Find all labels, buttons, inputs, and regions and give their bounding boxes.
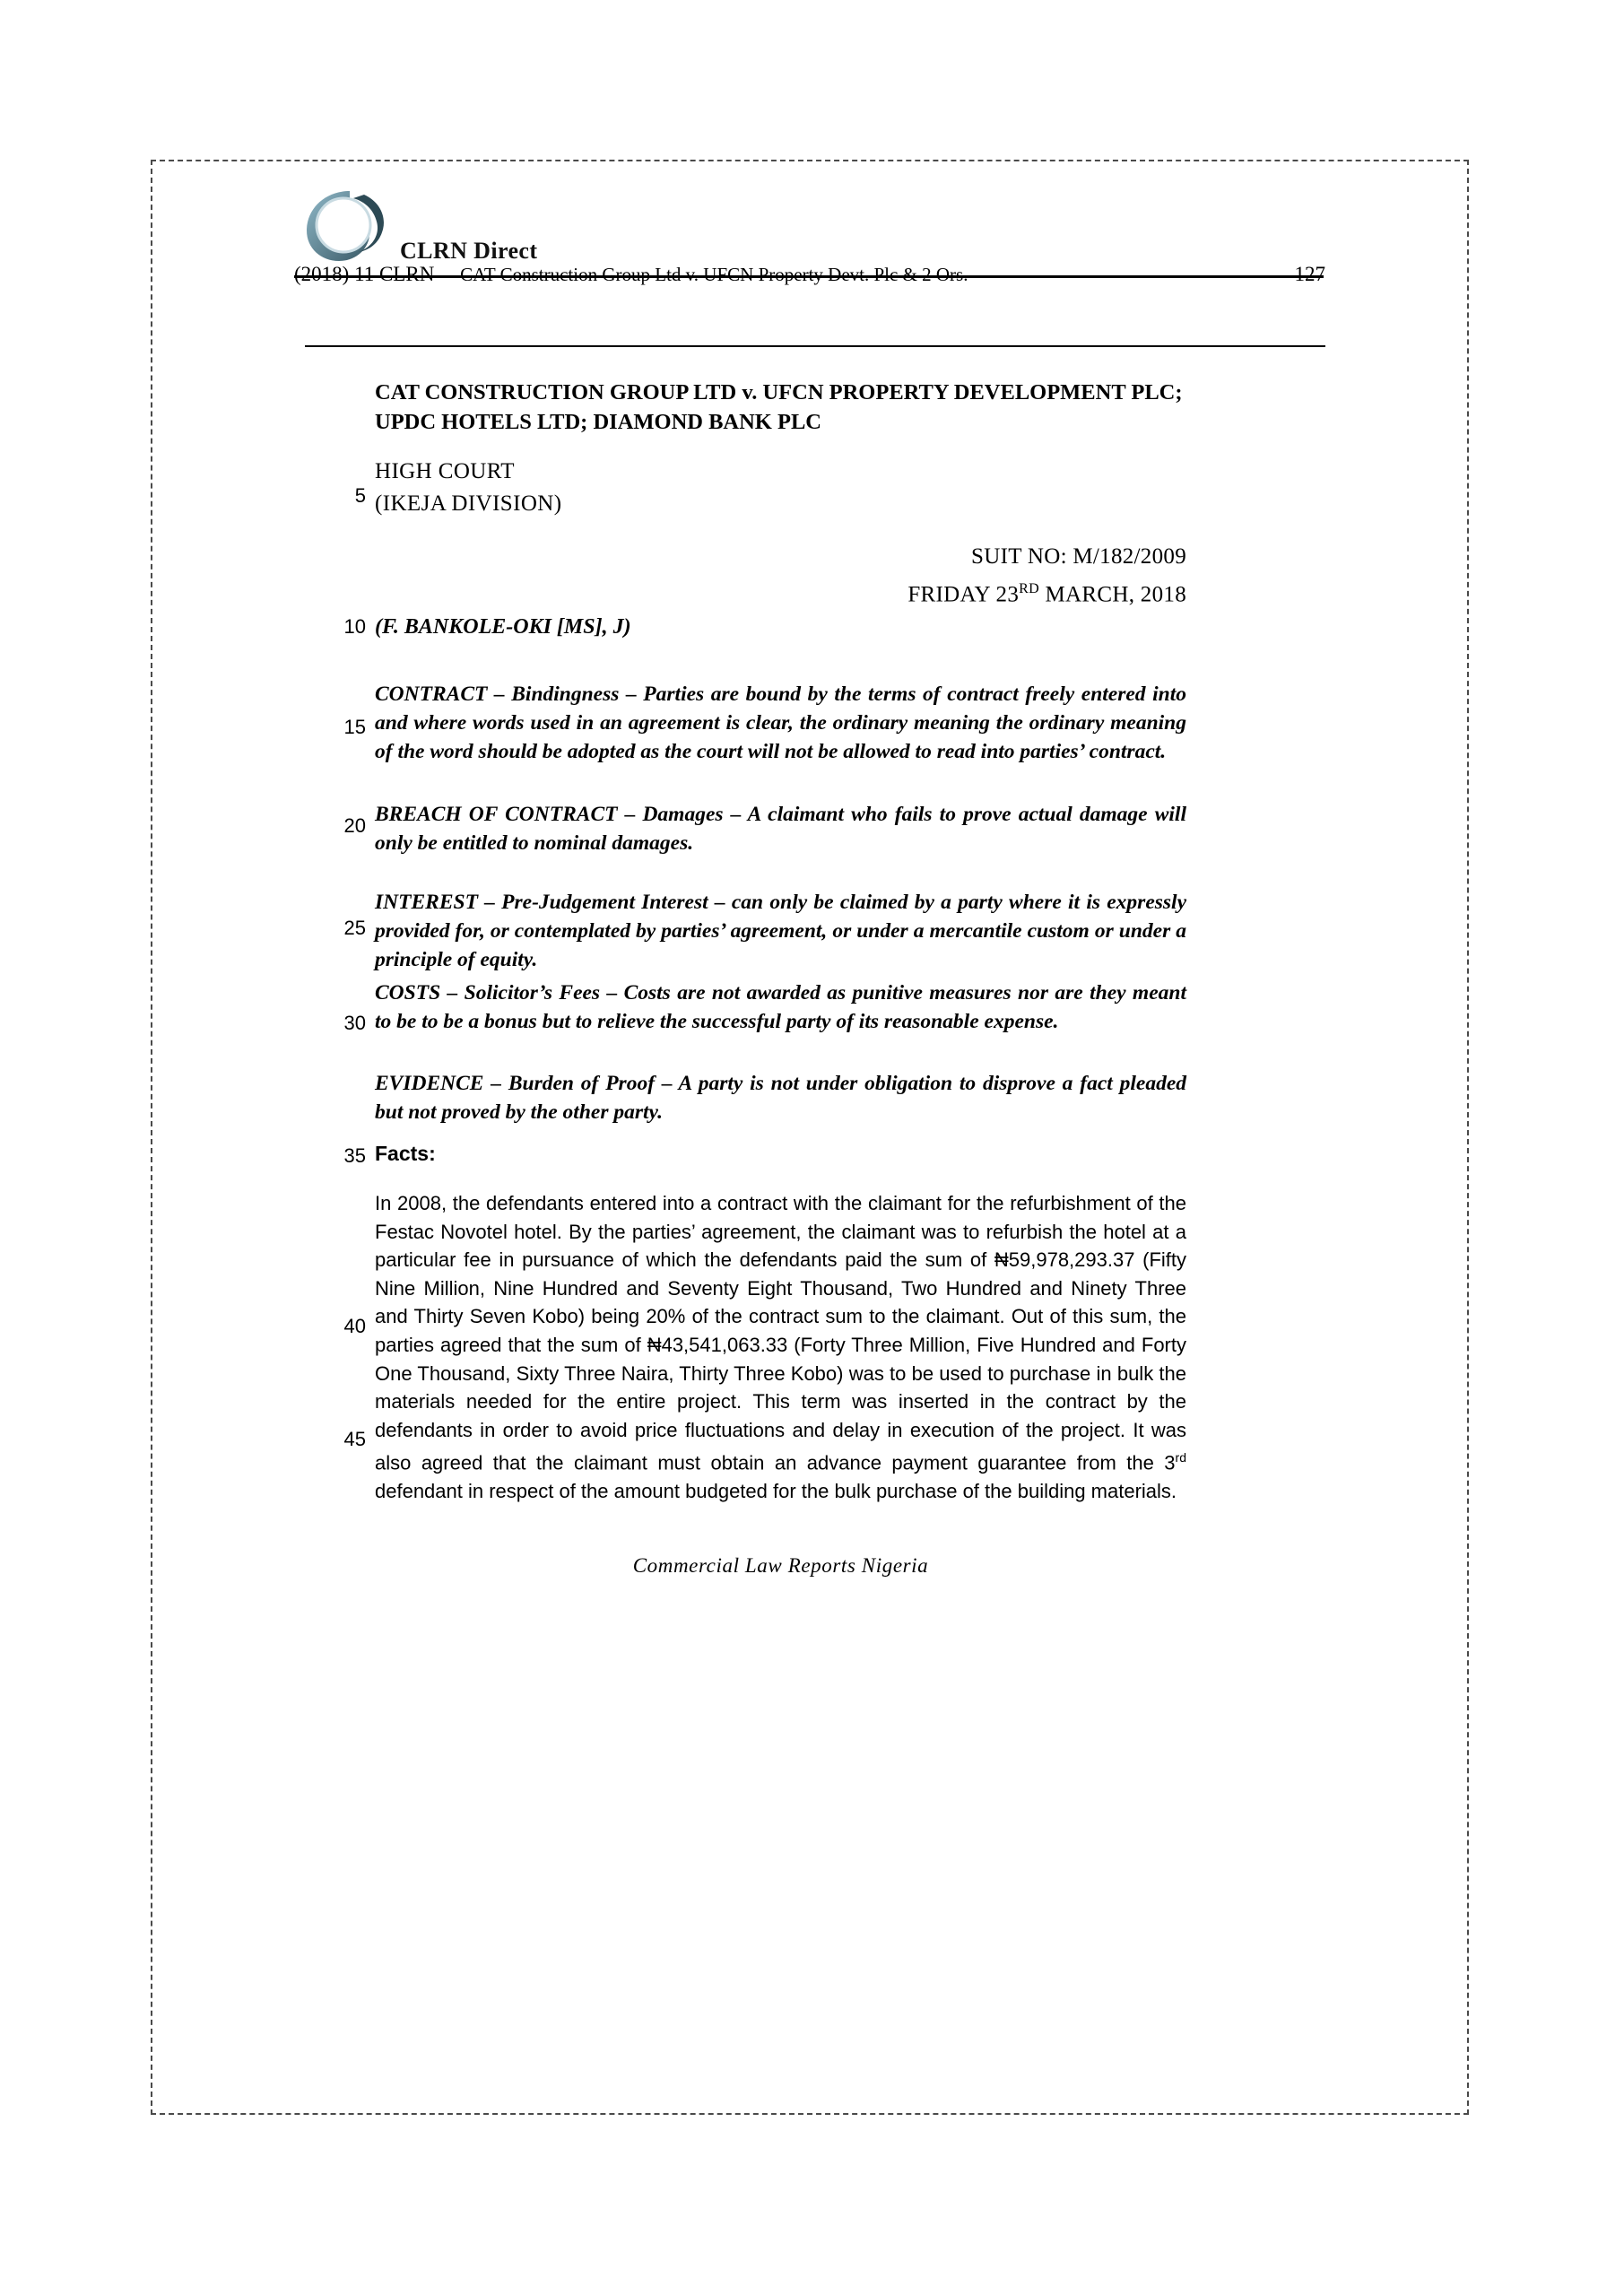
line-number: 25: [343, 917, 366, 939]
case-title: CAT CONSTRUCTION GROUP LTD v. UFCN PROPERTY DEVELOPMENT PLC; UPDC HOTELS LTD; DIAMOND BANK PLC: [375, 380, 1183, 434]
line-number: 15: [343, 716, 366, 738]
suit-block: [375, 541, 1186, 611]
line-number: 20: [343, 814, 366, 837]
judge-name: (F. BANKOLE-OKI [MS], J): [375, 615, 631, 639]
footer-publication: Commercial Law Reports Nigeria: [632, 1554, 929, 1577]
line-number: 35: [343, 1144, 366, 1167]
court-block: [375, 456, 1186, 520]
headnote-breach-of-contract: BREACH OF CONTRACT – Damages – A claimant who fails to prove actual damage will only be entitled to nominal damages.: [375, 803, 1186, 855]
headnote-contract: CONTRACT – Bindingness – Parties are bound by the terms of contract freely entered into and where words used in an agreement is clear, the ordinary meaning the ordinary meaning of the word should be adopted as the court will not be allowed to read into parties’ contract.: [375, 683, 1186, 763]
line-number: 10: [343, 615, 366, 638]
court-division: (IKEJA DIVISION): [375, 491, 562, 516]
facts-paragraph: [375, 1189, 1186, 1506]
court-name: HIGH COURT: [375, 459, 515, 483]
running-head-page-number: 127: [1294, 263, 1325, 285]
facts-text-part1: In 2008, the defendants entered into a contract with the claimant for the refurbishment of the Festac Novotel hotel. By the parties’ agreement, the claimant was to refurbish the hotel at a particular fee in pursuance of which the defendants paid the sum of ₦59,978,293.37 (Fifty Nine Million, Nine Hundred and Seventy Eight Thousand, Two Hundred and Ninety Three and Thirty Seven Kobo) being 20% of the contract sum to the claimant. Out of this sum, the parties agreed that the sum of ₦43,541,063.33 (Forty Three Million, Five Hundred and Forty One Thousand, Sixty Three Naira, Thirty Three Kobo) was to be used to purchase in bulk the materials needed for the entire project. This term was inserted in the contract by the defendants in order to avoid price fluctuations and delay in execution of the project. It was also agreed that the claimant must obtain an advance payment guarantee from the 3: [375, 1192, 1186, 1474]
facts-heading: Facts:: [375, 1142, 436, 1165]
running-head-citation: (2018) 11 CLRN: [294, 263, 435, 285]
facts-text-part2: defendant in respect of the amount budgeted for the bulk purchase of the building materials.: [375, 1480, 1177, 1503]
swirl-logo-icon: [294, 182, 402, 272]
judgment-date: FRIDAY 23RD MARCH, 2018: [908, 581, 1186, 607]
line-number: 40: [343, 1315, 366, 1337]
running-head: [294, 263, 1325, 286]
line-number: 5: [354, 484, 366, 507]
headnote-costs: COSTS – Solicitor’s Fees – Costs are not awarded as punitive measures nor are they meant to be to be a bonus but to relieve the successful party of its reasonable expense.: [375, 981, 1186, 1033]
headnote-interest: INTEREST – Pre-Judgement Interest – can only be claimed by a party where it is expressly provided for, or contemplated by parties’ agreement, or under a mercantile custom or under a principle of equity.: [375, 891, 1186, 971]
headnote-evidence: EVIDENCE – Burden of Proof – A party is not under obligation to disprove a fact pleaded but not proved by the other party.: [375, 1072, 1186, 1124]
line-number: 45: [343, 1428, 366, 1450]
brand-name: CLRN Direct: [400, 238, 538, 264]
line-number: 30: [343, 1012, 366, 1034]
suit-number: SUIT NO: M/182/2009: [971, 544, 1186, 569]
running-head-case: CAT Construction Group Ltd v. UFCN Property Devt. Plc & 2 Ors.: [460, 264, 968, 285]
facts-ordinal-suffix: rd: [1175, 1450, 1186, 1465]
document-page: [151, 160, 1469, 2115]
header-divider: [305, 345, 1325, 347]
